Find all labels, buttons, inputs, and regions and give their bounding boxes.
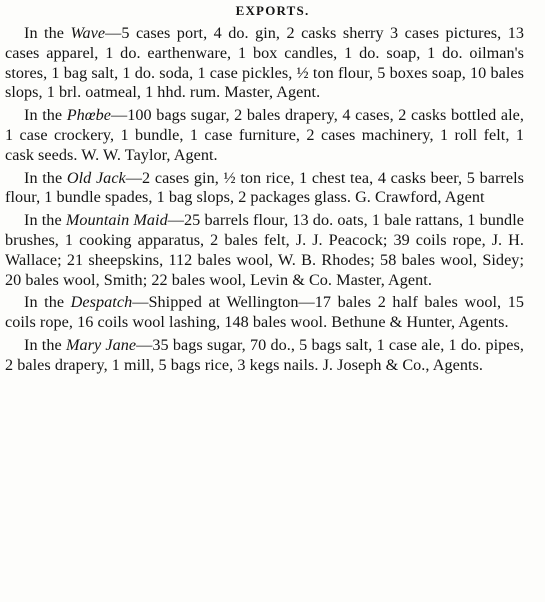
export-entry-mary-jane bbox=[5, 336, 524, 376]
ship-name-phoebe: Phœbe bbox=[66, 106, 112, 125]
ship-name-wave: Wave bbox=[70, 24, 106, 42]
ship-name-old-jack: Old Jack bbox=[66, 168, 126, 187]
cargo-text: —2 cases gin, ½ ton rice, 1 chest tea, 4 casks beer, 5 barrels flour, 1 bundle spades, 1 bag slops, 2 packages glass. G. Crawford, Agent bbox=[5, 168, 524, 207]
cargo-text: —100 bags sugar, 2 bales drapery, 4 cases, 2 casks bottled ale, 1 case crockery, 1 bundle, 1 case furniture, 2 cases machinery, 1 roll felt, 1 cask seeds. W. W. Taylor, Agent. bbox=[5, 106, 524, 164]
exports-list bbox=[5, 24, 524, 379]
cargo-text: —35 bags sugar, 70 do., 5 bags salt, 1 case ale, 1 do. pipes, 2 bales drapery, 1 mill, 5 bags rice, 3 kegs nails. J. Joseph & Co., Agents. bbox=[5, 335, 524, 374]
cargo-text: —25 barrels flour, 13 do. oats, 1 bale rattans, 1 bundle brushes, 1 cooking apparatus, 2 bales felt, J. J. Peacock; 39 coils rope, J. H. Wallace; 21 sheepskins, 112 bales wool, W. B. Rhodes; 58 bales wool, Sidey; 20 bales wool, Smith; 22 bales wool, Levin & Co. Master, Agent. bbox=[5, 211, 524, 289]
export-entry-phoebe bbox=[5, 106, 524, 165]
entry-prefix: In the bbox=[24, 335, 66, 354]
export-entry-mountain-maid bbox=[5, 211, 524, 290]
section-heading: EXPORTS. bbox=[235, 3, 310, 18]
entry-prefix: In the bbox=[24, 24, 71, 42]
entry-prefix: In the bbox=[24, 106, 67, 125]
cargo-text: —Shipped at Wellington—17 bales 2 half bales wool, 15 coils rope, 16 coils wool lashing, 148 bales wool. Bethune & Hunter, Agents. bbox=[5, 293, 524, 332]
export-entry-wave bbox=[5, 24, 524, 103]
ship-name-despatch: Despatch bbox=[70, 293, 133, 312]
export-entry-despatch bbox=[5, 293, 524, 333]
cargo-text: —5 cases port, 4 do. gin, 2 casks sherry 3 cases pictures, 13 cases apparel, 1 do. earthenware, 1 box candles, 1 do. soap, 1 do. oilman's stores, 1 bag salt, 1 do. soda, 1 case pickles, ½ ton flour, 5 boxes soap, 10 bales slops, 1 brl. oatmeal, 1 hhd. rum. Master, Agent. bbox=[5, 24, 524, 102]
entry-prefix: In the bbox=[24, 168, 67, 187]
ship-name-mountain-maid: Mountain Maid bbox=[65, 211, 168, 230]
ship-name-mary-jane: Mary Jane bbox=[65, 335, 137, 354]
entry-prefix: In the bbox=[24, 211, 66, 230]
entry-prefix: In the bbox=[24, 293, 71, 312]
export-entry-old-jack bbox=[5, 169, 524, 209]
